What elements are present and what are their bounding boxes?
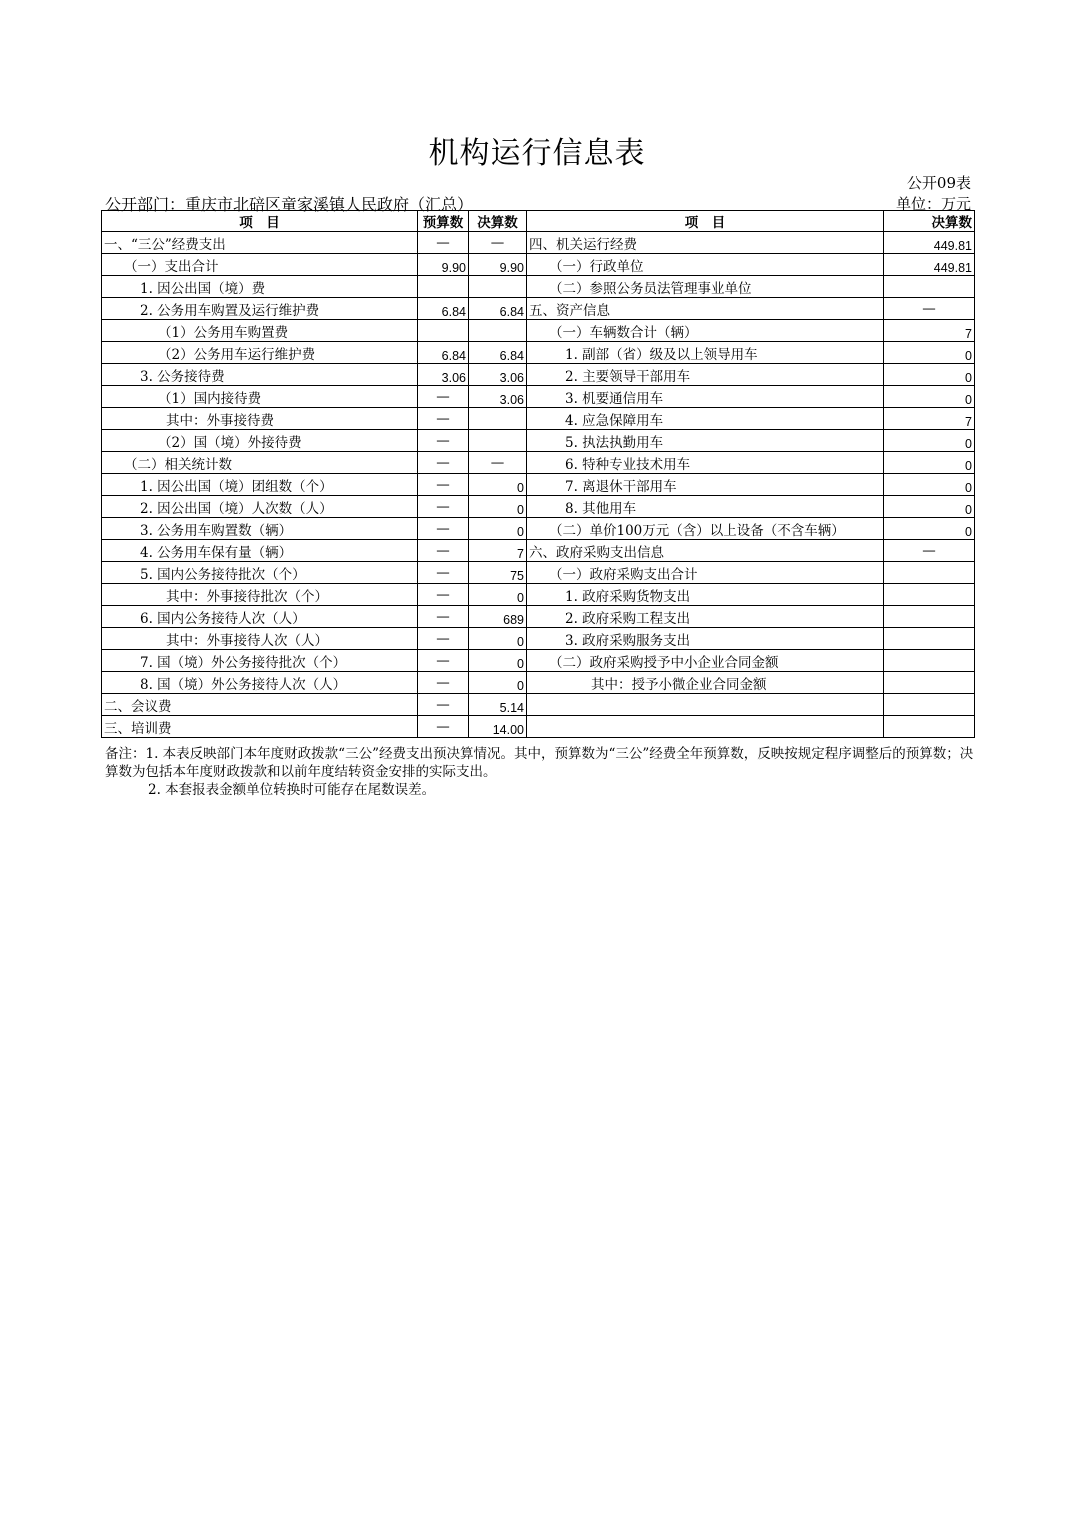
left-item-label: （一）支出合计 xyxy=(102,254,418,276)
right-final-value xyxy=(884,650,975,672)
right-final-value: 449.81 xyxy=(884,254,975,276)
left-item-label: （1）国内接待费 xyxy=(102,386,418,408)
page-title: 机构运行信息表 xyxy=(428,136,646,171)
left-item-label: 2. 公务用车购置及运行维护费 xyxy=(102,298,418,320)
final-value xyxy=(469,320,527,342)
table-row xyxy=(102,672,975,694)
left-item-label: 其中：外事接待人次（人） xyxy=(102,628,418,650)
right-final-value: 449.81 xyxy=(884,232,975,254)
right-item-label: 6. 特种专业技术用车 xyxy=(527,452,884,474)
right-item-label: （二）政府采购授予中小企业合同金额 xyxy=(527,650,884,672)
table-row xyxy=(102,606,975,628)
right-final-value: 0 xyxy=(884,364,975,386)
notes xyxy=(105,745,975,799)
final-value xyxy=(469,276,527,298)
left-item-label: 其中：外事接待批次（个） xyxy=(102,584,418,606)
right-final-value xyxy=(884,672,975,694)
final-value: 14.00 xyxy=(469,716,527,738)
final-value: 0 xyxy=(469,672,527,694)
right-final-value: 7 xyxy=(884,320,975,342)
final-value: 3.06 xyxy=(469,386,527,408)
left-item-label: 3. 公务用车购置数（辆） xyxy=(102,518,418,540)
header-item-right: 项 目 xyxy=(527,211,884,232)
department-label: 公开部门：重庆市北碚区童家溪镇人民政府（汇总） xyxy=(105,195,474,214)
right-final-value xyxy=(884,562,975,584)
right-item-label: （一）车辆数合计（辆） xyxy=(527,320,884,342)
right-item-label: 四、机关运行经费 xyxy=(527,232,884,254)
right-final-value: 0 xyxy=(884,496,975,518)
final-value: 6.84 xyxy=(469,342,527,364)
budget-value: — xyxy=(418,628,469,650)
final-value: 6.84 xyxy=(469,298,527,320)
table-row xyxy=(102,430,975,452)
budget-value: 6.84 xyxy=(418,342,469,364)
right-final-value: 0 xyxy=(884,518,975,540)
budget-value: — xyxy=(418,474,469,496)
budget-value: — xyxy=(418,518,469,540)
left-item-label: 8. 国（境）外公务接待人次（人） xyxy=(102,672,418,694)
table-row xyxy=(102,562,975,584)
budget-value: 3.06 xyxy=(418,364,469,386)
right-final-value: 0 xyxy=(884,474,975,496)
final-value: 9.90 xyxy=(469,254,527,276)
final-value: 0 xyxy=(469,474,527,496)
final-value: — xyxy=(469,452,527,474)
final-value: 75 xyxy=(469,562,527,584)
budget-value: — xyxy=(418,694,469,716)
right-final-value xyxy=(884,606,975,628)
budget-value: — xyxy=(418,232,469,254)
note-line-1: 备注：1. 本表反映部门本年度财政拨款“三公”经费支出预决算情况。其中，预算数为“三公”经费全年预算数，反映按规定程序调整后的预算数；决算数为包括本年度财政拨款和以前年度结转资金安排的实际支出。 xyxy=(105,746,974,780)
left-item-label: 5. 国内公务接待批次（个） xyxy=(102,562,418,584)
left-item-label: 2. 因公出国（境）人次数（人） xyxy=(102,496,418,518)
table-row xyxy=(102,320,975,342)
right-final-value xyxy=(884,276,975,298)
final-value: 0 xyxy=(469,650,527,672)
right-item-label: （一）行政单位 xyxy=(527,254,884,276)
form-number: 公开09表 xyxy=(906,174,971,192)
final-value: 5.14 xyxy=(469,694,527,716)
final-value: 0 xyxy=(469,496,527,518)
final-value: 7 xyxy=(469,540,527,562)
final-value: 689 xyxy=(469,606,527,628)
right-item-label: 8. 其他用车 xyxy=(527,496,884,518)
final-value: — xyxy=(469,232,527,254)
final-value xyxy=(469,430,527,452)
table-row xyxy=(102,408,975,430)
left-item-label: 7. 国（境）外公务接待批次（个） xyxy=(102,650,418,672)
left-item-label: 一、“三公”经费支出 xyxy=(102,232,418,254)
table-row xyxy=(102,452,975,474)
right-item-label: 1. 政府采购货物支出 xyxy=(527,584,884,606)
budget-value: — xyxy=(418,386,469,408)
left-item-label: 三、培训费 xyxy=(102,716,418,738)
right-final-value xyxy=(884,584,975,606)
final-value: 0 xyxy=(469,518,527,540)
right-final-value: — xyxy=(884,540,975,562)
right-item-label: 3. 政府采购服务支出 xyxy=(527,628,884,650)
table-row xyxy=(102,254,975,276)
right-item-label: 2. 政府采购工程支出 xyxy=(527,606,884,628)
table-row xyxy=(102,496,975,518)
budget-value: — xyxy=(418,452,469,474)
table-row xyxy=(102,584,975,606)
table-row xyxy=(102,232,975,254)
right-final-value: 0 xyxy=(884,452,975,474)
right-final-value: — xyxy=(884,298,975,320)
final-value: 0 xyxy=(469,628,527,650)
table-row xyxy=(102,540,975,562)
left-item-label: 二、会议费 xyxy=(102,694,418,716)
header-budget: 预算数 xyxy=(418,211,469,232)
left-item-label: 4. 公务用车保有量（辆） xyxy=(102,540,418,562)
right-item-label: 五、资产信息 xyxy=(527,298,884,320)
note-line-2: 2. 本套报表金额单位转换时可能存在尾数误差。 xyxy=(148,782,436,798)
table-row xyxy=(102,276,975,298)
budget-value xyxy=(418,276,469,298)
right-final-value: 7 xyxy=(884,408,975,430)
header-final: 决算数 xyxy=(469,211,527,232)
right-item-label: （二）参照公务员法管理事业单位 xyxy=(527,276,884,298)
left-item-label: 其中：外事接待费 xyxy=(102,408,418,430)
right-item-label xyxy=(527,694,884,716)
table-row xyxy=(102,628,975,650)
info-table xyxy=(101,210,975,738)
left-item-label: 1. 因公出国（境）费 xyxy=(102,276,418,298)
left-item-label: 1. 因公出国（境）团组数（个） xyxy=(102,474,418,496)
left-item-label: （2）国（境）外接待费 xyxy=(102,430,418,452)
table-row xyxy=(102,474,975,496)
left-item-label: （2）公务用车运行维护费 xyxy=(102,342,418,364)
right-item-label: （二）单价100万元（含）以上设备（不含车辆） xyxy=(527,518,884,540)
table-row xyxy=(102,386,975,408)
right-item-label: 3. 机要通信用车 xyxy=(527,386,884,408)
header-item: 项 目 xyxy=(102,211,418,232)
table-row xyxy=(102,342,975,364)
right-item-label: 其中：授予小微企业合同金额 xyxy=(527,672,884,694)
budget-value: — xyxy=(418,540,469,562)
table-row xyxy=(102,694,975,716)
right-item-label: 5. 执法执勤用车 xyxy=(527,430,884,452)
budget-value: — xyxy=(418,430,469,452)
right-item-label: （一）政府采购支出合计 xyxy=(527,562,884,584)
right-final-value: 0 xyxy=(884,430,975,452)
budget-value xyxy=(418,320,469,342)
budget-value: — xyxy=(418,606,469,628)
budget-value: — xyxy=(418,496,469,518)
right-item-label: 2. 主要领导干部用车 xyxy=(527,364,884,386)
left-item-label: 6. 国内公务接待人次（人） xyxy=(102,606,418,628)
right-item-label: 7. 离退休干部用车 xyxy=(527,474,884,496)
budget-value: 9.90 xyxy=(418,254,469,276)
budget-value: — xyxy=(418,408,469,430)
left-item-label: （二）相关统计数 xyxy=(102,452,418,474)
budget-value: — xyxy=(418,716,469,738)
left-item-label: 3. 公务接待费 xyxy=(102,364,418,386)
final-value: 3.06 xyxy=(469,364,527,386)
right-item-label: 4. 应急保障用车 xyxy=(527,408,884,430)
unit-label: 单位：万元 xyxy=(895,195,971,213)
table-body xyxy=(102,232,975,738)
right-final-value: 0 xyxy=(884,386,975,408)
final-value: 0 xyxy=(469,584,527,606)
table-row xyxy=(102,364,975,386)
budget-value: — xyxy=(418,562,469,584)
table-header-row xyxy=(102,211,975,232)
right-item-label: 1. 副部（省）级及以上领导用车 xyxy=(527,342,884,364)
right-final-value: 0 xyxy=(884,342,975,364)
budget-value: — xyxy=(418,672,469,694)
header-final-right: 决算数 xyxy=(884,211,975,232)
right-final-value xyxy=(884,716,975,738)
budget-value: — xyxy=(418,650,469,672)
table-row xyxy=(102,716,975,738)
final-value xyxy=(469,408,527,430)
table-row xyxy=(102,518,975,540)
right-final-value xyxy=(884,694,975,716)
right-final-value xyxy=(884,628,975,650)
budget-value: 6.84 xyxy=(418,298,469,320)
right-item-label xyxy=(527,716,884,738)
table-row xyxy=(102,650,975,672)
table-row xyxy=(102,298,975,320)
budget-value: — xyxy=(418,584,469,606)
left-item-label: （1）公务用车购置费 xyxy=(102,320,418,342)
right-item-label: 六、政府采购支出信息 xyxy=(527,540,884,562)
